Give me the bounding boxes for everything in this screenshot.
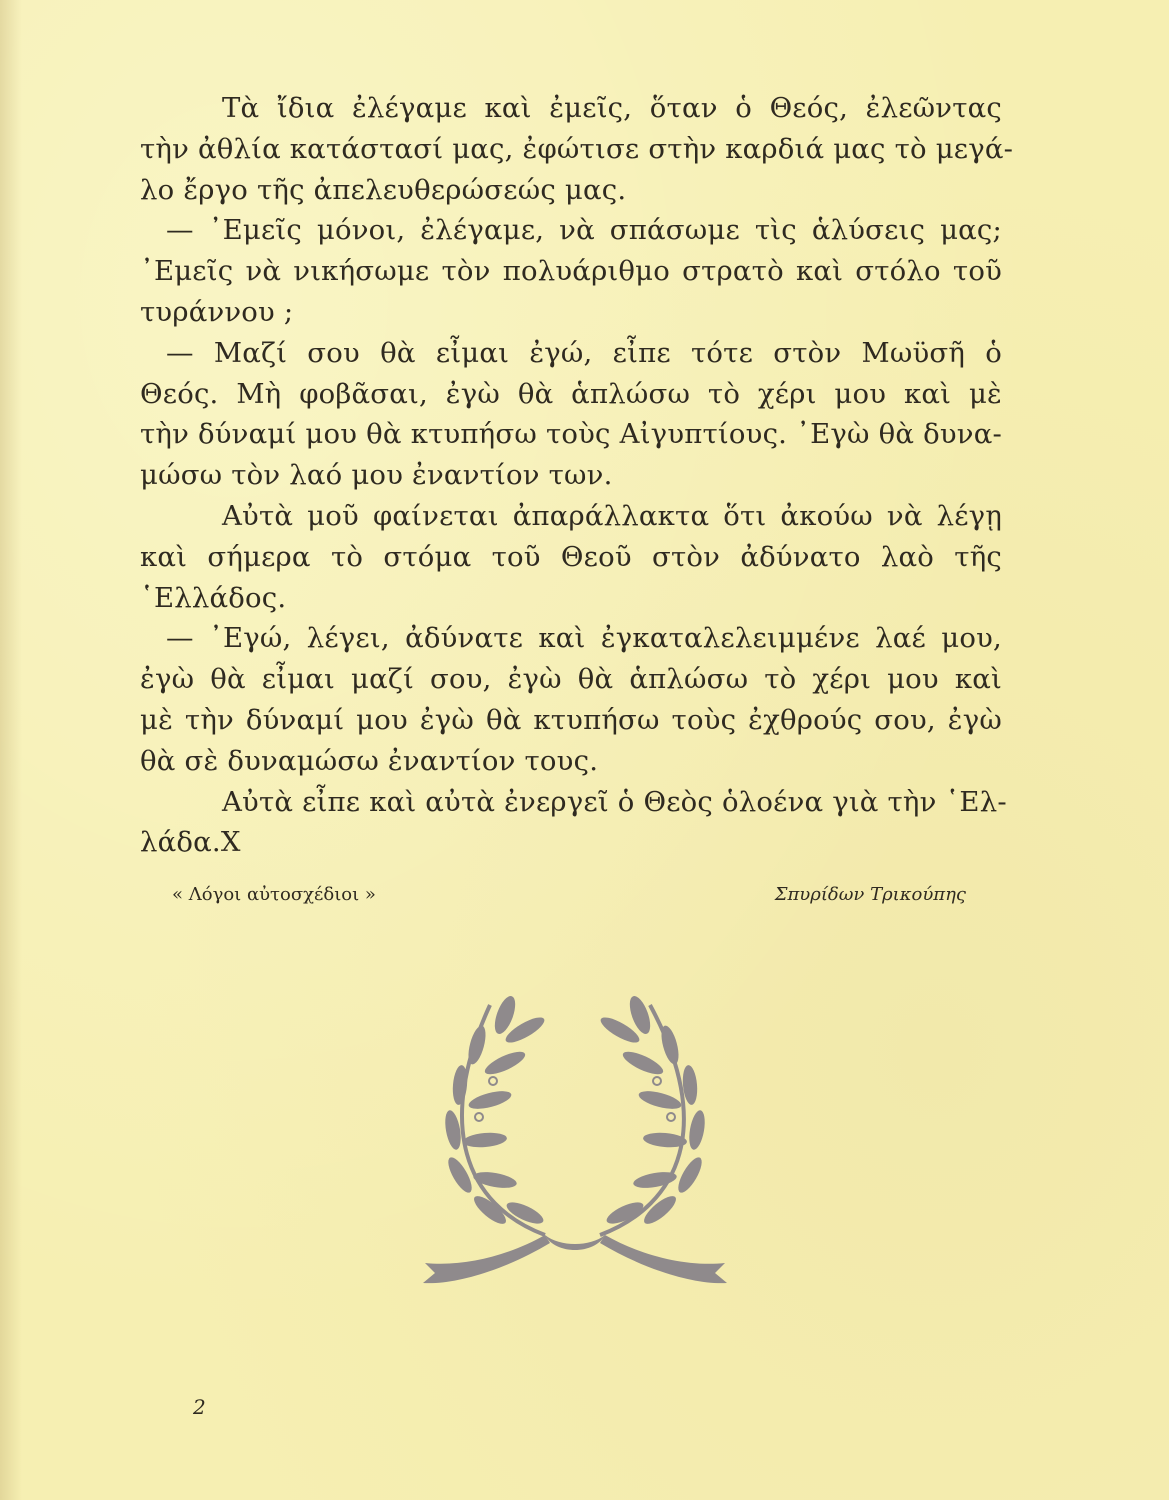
text-line: ῾Ελλάδος. [140,581,287,614]
text-line: μώσω τὸν λαό μου ἐναντίον των. [140,459,613,492]
text-line: — ᾿Εμεῖς μόνοι, ἐλέγαμε, νὰ σπάσωμε τὶς ἁλύσεις μας; [166,214,1002,247]
source-title: « Λόγοι αὐτοσχέδιοι » [172,884,376,905]
author-name: Σπυρίδων Τρικούπης [774,884,966,905]
text-line: λάδα.Χ [140,826,241,859]
text-line: Αὐτὰ εἶπε καὶ αὐτὰ ἐνεργεῖ ὁ Θεὸς ὁλοένα γιὰ τὴν ῾Ελ- [222,785,1007,818]
text-line: τὴν δύναμί μου θὰ κτυπήσω τοὺς Αἰγυπτίους. ᾿Εγὼ θὰ δυνα- [140,418,1002,451]
text-line: Τὰ ἴδια ἐλέγαμε καὶ ἐμεῖς, ὅταν ὁ Θεός, ἐλεῶντας [222,92,1002,124]
text-line: Θεός. Μὴ φοβᾶσαι, ἐγὼ θὰ ἁπλώσω τὸ χέρι μου καὶ μὲ [140,377,1002,410]
text-line: λο ἔργο τῆς ἀπελευθερώσεώς μας. [140,173,627,206]
page-number: 2 [193,1395,206,1419]
text-line: ᾿Εμεῖς νὰ νικήσωμε τὸν πολυάριθμο στρατὸ καὶ στόλο τοῦ [140,255,1002,288]
text-line: — Μαζί σου θὰ εἶμαι ἐγώ, εἶπε τότε στὸν Μωϋσῆ ὁ [166,336,1002,369]
attribution [140,880,1002,910]
text-line: ἐγὼ θὰ εἶμαι μαζί σου, ἐγὼ θὰ ἁπλώσω τὸ χέρι μου καὶ [140,663,1002,696]
binding-edge [0,0,22,1500]
body-text [140,88,1014,863]
text-line: — ᾿Εγώ, λέγει, ἀδύνατε καὶ ἐγκαταλελειμμένε λαέ μου, [166,622,1002,655]
text-line: θὰ σὲ δυναμώσω ἐναντίον τους. [140,744,599,777]
text-line: μὲ τὴν δύναμί μου ἐγὼ θὰ κτυπήσω τοὺς ἐχθρούς σου, ἐγὼ [140,703,1002,736]
laurel-wreath-icon [395,985,755,1305]
text-line: τὴν ἀθλία κατάστασί μας, ἐφώτισε στὴν καρδιά μας τὸ μεγά- [140,132,1014,165]
text-line: τυράννου ; [140,295,294,328]
text-line: Αὐτὰ μοῦ φαίνεται ἀπαράλλακτα ὅτι ἀκούω νὰ λέγῃ [222,499,1002,532]
text-line: καὶ σήμερα τὸ στόμα τοῦ Θεοῦ στὸν ἀδύνατο λαὸ τῆς [140,540,1002,573]
